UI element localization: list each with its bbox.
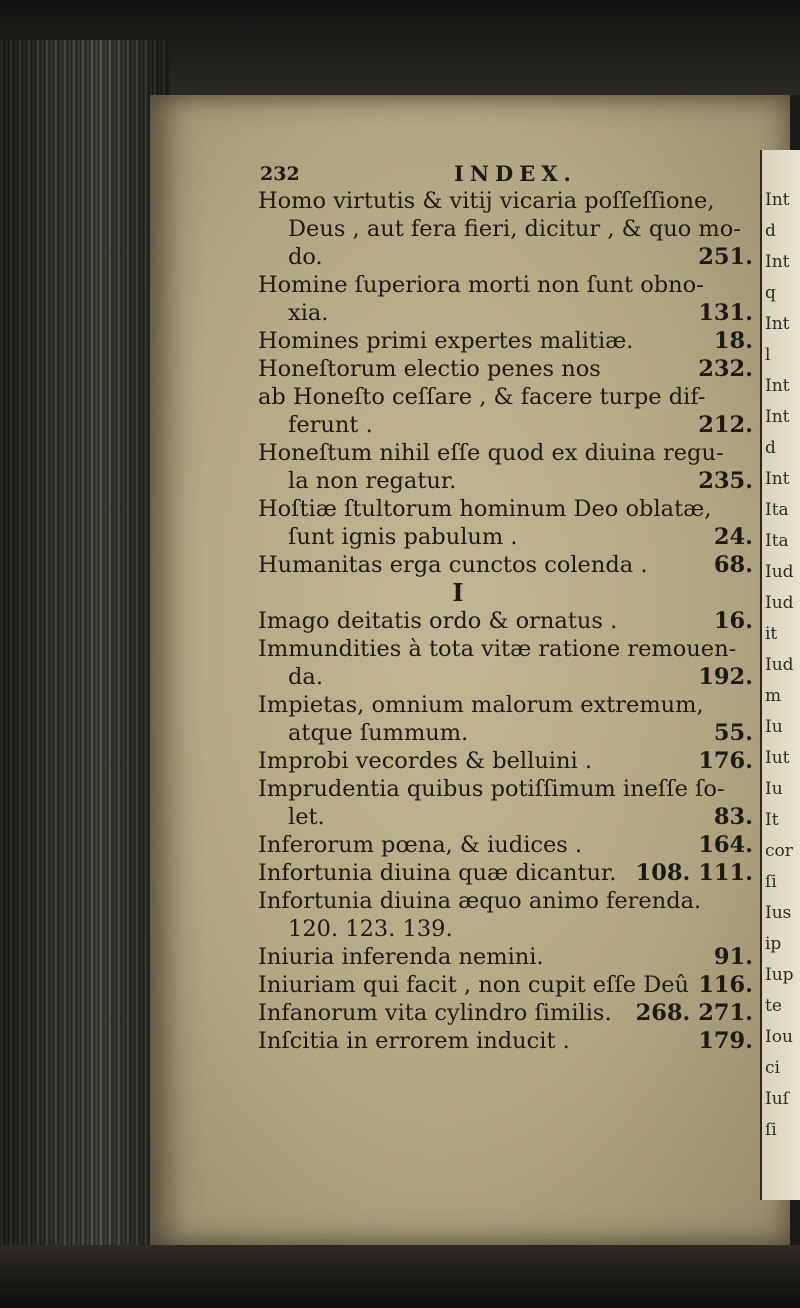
margin-fragment: Iuſ (765, 1089, 789, 1109)
entry-page-reference: 179. (698, 1028, 753, 1054)
margin-fragment: Iud (765, 593, 794, 613)
index-entry (258, 691, 783, 747)
index-entry (258, 747, 783, 775)
entry-page-reference: 131. (698, 300, 753, 326)
margin-fragment: Iup (765, 965, 794, 985)
index-entry (258, 635, 783, 691)
entries-i (258, 607, 783, 1055)
entry-line: Infortunia diuina quæ dicantur. 108. 111. (258, 860, 753, 886)
entry-page-reference: 91. (713, 944, 753, 970)
entry-line: Humanitas erga cunctos colenda . 68. (258, 552, 753, 578)
margin-fragment: l (765, 345, 771, 365)
entry-line: Imago deitatis ordo & ornatus . 16. (258, 608, 753, 634)
index-text (258, 157, 783, 1055)
entry-line: Honeſtorum electio penes nos 232. (258, 356, 753, 382)
margin-fragment: Iut (765, 748, 790, 768)
margin-fragment: cor (765, 841, 793, 861)
entry-line: Deus , aut fera fieri, dicitur , & quo mo- (288, 216, 741, 242)
entry-page-reference: 232. (698, 356, 753, 382)
margin-fragment: Int (765, 469, 790, 489)
facing-page-margin-text (765, 185, 800, 1146)
index-entry (258, 495, 783, 551)
entry-page-reference: 18. (713, 328, 753, 354)
margin-fragment: d (765, 221, 776, 241)
index-entry (258, 355, 783, 383)
margin-fragment: Ita (765, 531, 789, 551)
bottom-background (0, 1245, 800, 1308)
entry-page-reference: 192. (698, 664, 753, 690)
entry-page-reference: 68. (713, 552, 753, 578)
index-entry (258, 1027, 783, 1055)
entry-line: Homines primi expertes malitiæ. 18. (258, 328, 753, 354)
index-entry (258, 943, 783, 971)
entry-line: Infortunia diuina æquo animo ferenda. (258, 888, 702, 914)
entry-page-reference: 268. 271. (635, 1000, 753, 1026)
entry-line: 120. 123. 139. (288, 916, 453, 942)
entry-line: Immundities à tota vitæ ratione remouen- (258, 636, 737, 662)
entry-line: atque ſummum. 55. (288, 720, 753, 746)
entry-page-reference: 16. (713, 608, 753, 634)
margin-fragment: ſi (765, 1120, 777, 1140)
entry-line: xia. 131. (288, 300, 753, 326)
index-entry (258, 887, 783, 943)
entry-line: Infanorum vita cylindro ſimilis. 268. 271. (258, 1000, 753, 1026)
section-letter: I (452, 578, 464, 607)
margin-fragment: te (765, 996, 782, 1016)
entry-line: ab Honeſto ceſſare , & facere turpe dif- (258, 384, 706, 410)
margin-fragment: Int (765, 407, 790, 427)
entry-line: Hoſtiæ ſtultorum hominum Deo oblatæ, (258, 496, 712, 522)
entry-page-reference: 235. (698, 468, 753, 494)
entry-line: Inſcitia in errorem inducit . 179. (258, 1028, 753, 1054)
margin-fragment: Int (765, 314, 790, 334)
margin-fragment: Iu (765, 717, 783, 737)
index-entry (258, 607, 783, 635)
entry-line: let. 83. (288, 804, 753, 830)
entry-line: da. 192. (288, 664, 753, 690)
margin-fragment: it (765, 624, 778, 644)
index-entry (258, 327, 783, 355)
margin-fragment: Iu (765, 779, 783, 799)
entry-page-reference: 212. (698, 412, 753, 438)
margin-fragment: m (765, 686, 782, 706)
entry-page-reference: 116. (698, 972, 753, 998)
entry-line: Homo virtutis & vitij vicaria poſſeſſione, (258, 188, 715, 214)
margin-fragment: ci (765, 1058, 780, 1078)
index-entry (258, 271, 783, 327)
index-entry (258, 187, 783, 271)
entry-line: ferunt . 212. (288, 412, 753, 438)
entry-line: Iniuriam qui facit , non cupit eſſe Deû 116. (258, 972, 753, 998)
index-entry (258, 551, 783, 579)
entries-h (258, 187, 783, 579)
margin-fragment: ſi (765, 872, 777, 892)
entry-page-reference: 55. (713, 720, 753, 746)
margin-fragment: Int (765, 190, 790, 210)
index-entry (258, 775, 783, 831)
margin-fragment: Iud (765, 655, 794, 675)
page-number: 232 (260, 163, 300, 185)
entry-line: Homine ſuperiora morti non ſunt obno- (258, 272, 704, 298)
entry-line: Improbi vecordes & belluini . 176. (258, 748, 753, 774)
margin-fragment: ip (765, 934, 782, 954)
index-entry (258, 999, 783, 1027)
index-entry (258, 971, 783, 999)
book-gutter-shadow (0, 40, 170, 1250)
margin-fragment: It (765, 810, 779, 830)
index-entry (258, 859, 783, 887)
entry-line: la non regatur. 235. (288, 468, 753, 494)
margin-fragment: Iou (765, 1027, 793, 1047)
entry-page-reference: 108. 111. (635, 860, 753, 886)
margin-fragment: Ita (765, 500, 789, 520)
entry-line: ſunt ignis pabulum . 24. (288, 524, 753, 550)
entry-page-reference: 24. (713, 524, 753, 550)
margin-fragment: Iud (765, 562, 794, 582)
entry-line: Imprudentia quibus potiſſimum ineſſe ſo- (258, 776, 725, 802)
margin-fragment: d (765, 438, 776, 458)
entry-page-reference: 176. (698, 748, 753, 774)
margin-fragment: Int (765, 376, 790, 396)
entry-line: do. 251. (288, 244, 753, 270)
margin-fragment: Int (765, 252, 790, 272)
entry-page-reference: 83. (713, 804, 753, 830)
margin-fragment: Ius (765, 903, 792, 923)
entry-page-reference: 164. (698, 832, 753, 858)
index-entry (258, 383, 783, 439)
page-title: INDEX. (454, 161, 577, 186)
entry-line: Inferorum pœna, & iudices . 164. (258, 832, 753, 858)
index-entry (258, 439, 783, 495)
page-header (258, 157, 783, 187)
margin-fragment: q (765, 283, 776, 303)
index-entry (258, 831, 783, 859)
entry-line: Impietas, omnium malorum extremum, (258, 692, 704, 718)
entry-page-reference: 251. (698, 244, 753, 270)
entry-line: Honeſtum nihil eſſe quod ex diuina regu- (258, 440, 724, 466)
entry-line: Iniuria inferenda nemini. 91. (258, 944, 753, 970)
